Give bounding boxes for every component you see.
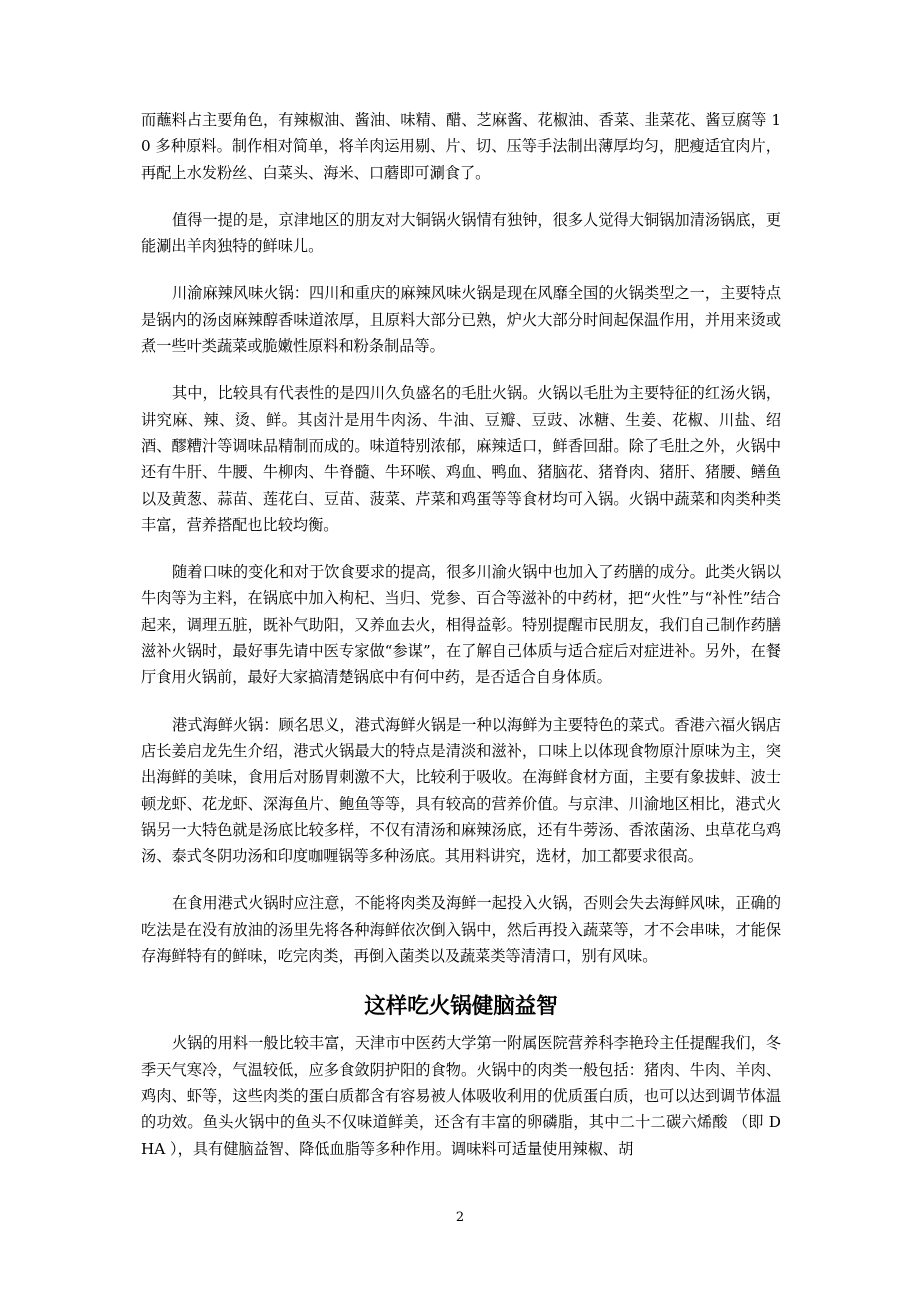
paragraph-hk-eating-tips: 在食用港式火锅时应注意，不能将肉类及海鲜一起投入火锅，否则会失去海鲜风味，正确的吃法是在没有放油的汤里先将各种海鲜依次倒入锅中，然后再投入蔬菜等，才不会串味，才能保存海鲜特有的鲜味，吃完肉类，再倒入菌类以及蔬菜类等清清口，别有风味。 (141, 894, 781, 966)
paragraph-brain-health: 火锅的用料一般比较丰富，天津市中医药大学第一附属医院营养科李艳玲主任提醒我们，冬季天气寒冷，气温较低，应多食敛阴护阳的食物。火锅中的肉类一般包括：猪肉、牛肉、羊肉、鸡肉、虾等，这些肉类的蛋白质都含有容易被人体吸收利用的优质蛋白质，也可以达到调节体温的功效。鱼头火锅中的鱼头不仅味道鲜美，还含有丰富的卵磷脂，其中二十二碳六烯酸 （即 DHA ），具有健脑益智、降低血脂等多种作用。调味料可适量使用辣椒、胡 (141, 1034, 781, 1158)
paragraph-copper-pot: 值得一提的是，京津地区的朋友对大铜锅火锅情有独钟，很多人觉得大铜锅加清汤锅底，更能涮出羊肉独特的鲜味儿。 (141, 210, 781, 256)
paragraph-hk-seafood-hotpot: 港式海鲜火锅：顾名思义，港式海鲜火锅是一种以海鲜为主要特色的菜式。香港六福火锅店店长姜启龙先生介绍，港式火锅最大的特点是清淡和滋补，口味上以体现食物原汁原味为主，突出海鲜的美味，食用后对肠胃刺激不大，比较利于吸收。在海鲜食材方面，主要有象拔蚌、波士顿龙虾、花龙虾、深海鱼片、鲍鱼等等，具有较高的营养价值。与京津、川渝地区相比，港式火锅另一大特色就是汤底比较多样，不仅有清汤和麻辣汤底，还有牛蒡汤、香浓菌汤、虫草花乌鸡汤、泰式冬阴功汤和印度咖喱锅等多种汤底。其用料讲究，选材，加工都要求很高。 (141, 715, 781, 866)
paragraph-dipping-sauce: 而蘸料占主要角色，有辣椒油、酱油、味精、醋、芝麻酱、花椒油、香菜、韭菜花、酱豆腐等 10 多种原料。制作相对简单，将羊肉运用剔、片、切、压等手法制出薄厚均匀，肥瘦适宜肉片，再配上水发粉丝、白菜头、海米、口蘑即可涮食了。 (141, 111, 781, 182)
paragraph-sichuan-hotpot: 川渝麻辣风味火锅：四川和重庆的麻辣风味火锅是现在风靡全国的火锅类型之一，主要特点是锅内的汤卤麻辣醇香味道浓厚，且原料大部分已熟，炉火大部分时间起保温作用，并用来烫或煮一些叶类蔬菜或脆嫩性原料和粉条制品等。 (141, 284, 781, 356)
paragraph-tripe-hotpot: 其中，比较具有代表性的是四川久负盛名的毛肚火锅。火锅以毛肚为主要特征的红汤火锅，讲究麻、辣、烫、鲜。其卤汁是用牛肉汤、牛油、豆瓣、豆豉、冰糖、生姜、花椒、川盐、绍酒、醪糟汁等调味品精制而成的。味道特别浓郁，麻辣适口，鲜香回甜。除了毛肚之外，火锅中还有牛肝、牛腰、牛柳肉、牛脊髓、牛环喉、鸡血、鸭血、猪脑花、猪脊肉、猪肝、猪腰、鳝鱼以及黄葱、蒜苗、莲花白、豆苗、菠菜、芹菜和鸡蛋等等食材均可入锅。火锅中蔬菜和肉类种类丰富，营养搭配也比较均衡。 (141, 384, 781, 534)
section-heading: 这样吃火锅健脑益智 (364, 994, 558, 1020)
paragraph-medicinal-hotpot: 随着口味的变化和对于饮食要求的提高，很多川渝火锅中也加入了药膳的成分。此类火锅以牛肉等为主料，在锅底中加入枸杞、当归、党参、百合等滋补的中药材，把“火性”与“补性”结合起来，调理五脏，既补气助阳，又养血去火，相得益彰。特别提醒市民朋友，我们自己制作药膳滋补火锅时，最好事先请中医专家做“参谋”，在了解自己体质与适合症后对症进补。另外，在餐厅食用火锅前，最好大家搞清楚锅底中有何中药，是否适合自身体质。 (141, 563, 781, 687)
page-body (141, 107, 781, 1183)
page-number: 2 (455, 1210, 465, 1225)
